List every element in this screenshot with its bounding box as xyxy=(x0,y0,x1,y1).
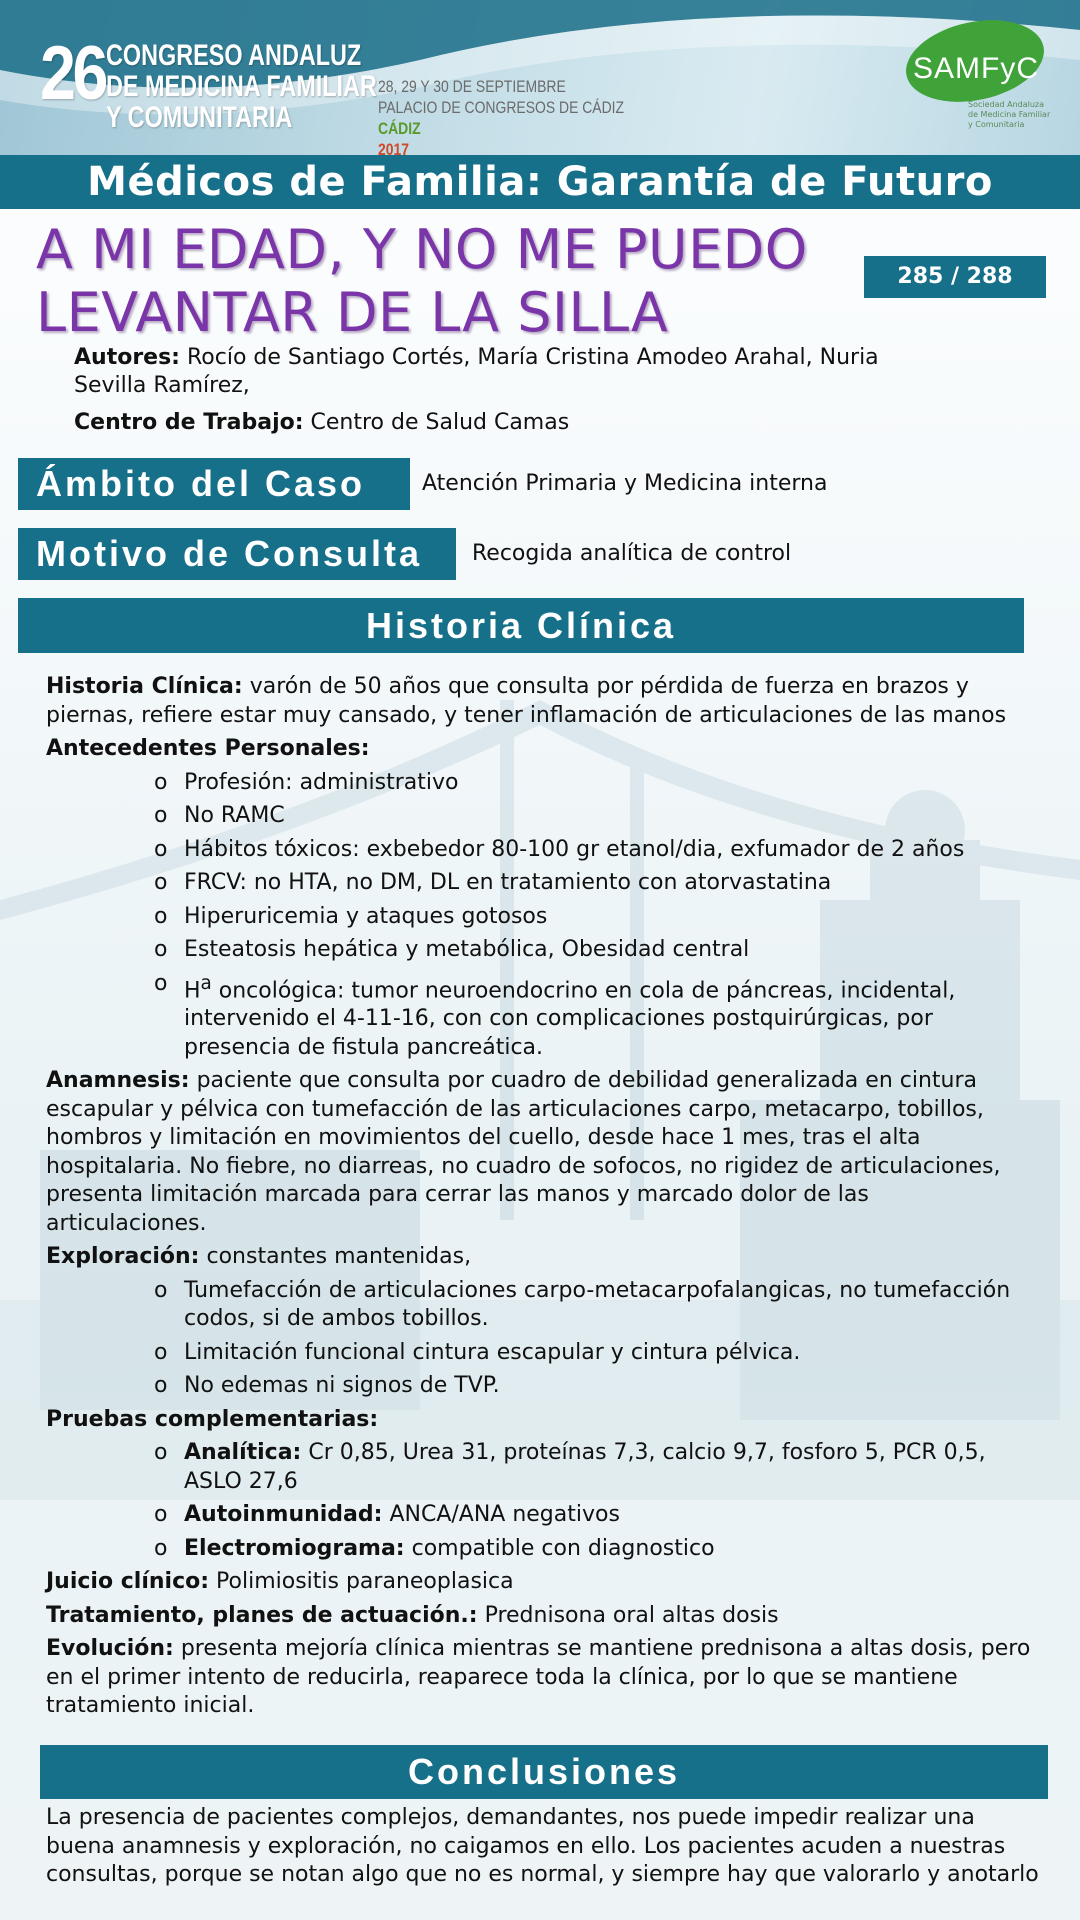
tratamiento-label: Tratamiento, planes de actuación.: xyxy=(46,1602,478,1628)
anamnesis-text: paciente que consulta por cuadro de debilidad generalizada en cintura escapular y pélvica con tumefacción de las articulaciones carpo, metacarpo, tobillos, hombros y limitación en movimientos del cuello, desde hace 1 mes, tras el alta hospitalaria. No fiebre, no diarreas, no cuadro de sofocos, no rigidez de articulaciones, presenta limitación marcada para cerrar las manos y marcado dolor de las articulaciones. xyxy=(46,1068,1001,1236)
evolucion-text: presenta mejoría clínica mientras se mantiene prednisona a altas dosis, pero en el primer intento de reducirla, reaparece toda la clínica, por lo que se mantiene tratamiento inicial. xyxy=(46,1636,1031,1719)
motto-banner: Médicos de Familia: Garantía de Futuro xyxy=(0,155,1080,209)
pruebas-label: Pruebas complementarias: xyxy=(46,1406,379,1432)
list-item xyxy=(154,936,1036,965)
congress-venue: PALACIO DE CONGRESOS DE CÁDIZ xyxy=(378,98,625,117)
city-name: CÁDIZ xyxy=(378,119,421,138)
samfyc-logo-subtitle xyxy=(968,100,1068,130)
ambito-label: Ámbito del Caso xyxy=(18,458,410,510)
bullet-icon: o xyxy=(154,970,168,996)
samfyc-logo-text: SAMFyC xyxy=(913,52,1039,85)
list-item-text: No edemas ni signos de TVP. xyxy=(184,1373,500,1399)
list-item xyxy=(154,802,1036,831)
pruebas-list xyxy=(154,1439,1036,1563)
congress-title xyxy=(106,40,377,133)
bullet-icon: o xyxy=(154,1339,168,1365)
list-item xyxy=(154,769,1036,798)
list-item-text: Esteatosis hepática y metabólica, Obesidad central xyxy=(184,937,750,962)
list-item xyxy=(154,1339,1036,1368)
case-title-line: LEVANTAR DE LA SILLA xyxy=(36,281,669,344)
list-item xyxy=(154,1277,1036,1334)
congress-year: 2017 xyxy=(378,140,410,155)
bullet-icon: o xyxy=(154,1277,168,1303)
workplace xyxy=(74,409,954,437)
case-title xyxy=(36,218,836,344)
congress-title-line: CONGRESO ANDALUZ xyxy=(106,39,362,72)
authors-label: Autores: xyxy=(74,345,180,370)
onco-prefix: H xyxy=(184,977,201,1003)
onco-text: oncológica: tumor neuroendocrino en cola de páncreas, incidental, intervenido el 4-11-16, con con complicaciones postquirúrgicas, por presencia de fistula pancreática. xyxy=(184,977,956,1060)
bullet-icon: o xyxy=(154,803,168,828)
list-item-text: No RAMC xyxy=(184,803,285,828)
tratamiento-text: Prednisona oral altas dosis xyxy=(484,1602,779,1628)
onco-sup: a xyxy=(200,972,212,994)
list-item-text: Tumefacción de articulaciones carpo-metacarpofalangicas, no tumefacción codos, si de ambos tobillos. xyxy=(184,1277,1011,1332)
authors xyxy=(74,344,954,400)
prueba-text: Cr 0,85, Urea 31, proteínas 7,3, calcio 9,7, fosforo 5, PCR 0,5, ASLO 27,6 xyxy=(184,1440,986,1494)
evolucion-label: Evolución: xyxy=(46,1636,174,1662)
list-item-text: Hábitos tóxicos: exbebedor 80-100 gr etanol/dia, exfumador de 2 años xyxy=(184,836,965,862)
prueba-text: compatible con diagnostico xyxy=(411,1535,715,1561)
list-item xyxy=(154,836,1036,865)
prueba-label: Analítica: xyxy=(184,1440,302,1466)
congress-title-line: Y COMUNITARIA xyxy=(106,101,293,134)
congress-dates: 28, 29 Y 30 DE SEPTIEMBRE xyxy=(378,77,566,96)
conclusiones-text: La presencia de pacientes complejos, demandantes, nos puede impedir realizar una buena anamnesis y exploración, no caigamos en ello. Los pacientes acuden a nuestras consultas, porque se notan algo que no es normal, y siempre hay que valorarlo y anotarlo xyxy=(46,1805,1039,1887)
historia-clinica-paragraph xyxy=(46,673,1036,730)
hc-text: varón de 50 años que consulta por pérdida de fuerza en brazos y piernas, refiere estar muy cansado, y tener inflamación de articulaciones de las manos xyxy=(46,674,1007,728)
anamnesis-label: Anamnesis: xyxy=(46,1068,190,1094)
list-item xyxy=(154,1535,1036,1564)
bullet-icon: o xyxy=(154,1535,168,1561)
congress-number: 26 xyxy=(40,31,106,116)
prueba-label: Electromiograma: xyxy=(184,1535,405,1561)
list-item-text: FRCV: no HTA, no DM, DL en tratamiento con atorvastatina xyxy=(184,870,832,895)
juicio-label: Juicio clínico: xyxy=(46,1569,210,1595)
exploracion-paragraph xyxy=(46,1243,1036,1272)
bullet-icon: o xyxy=(154,836,168,862)
exploracion-list xyxy=(154,1277,1036,1401)
antecedentes-label: Antecedentes Personales: xyxy=(46,736,370,761)
bullet-icon: o xyxy=(154,1440,168,1466)
page-badge: 285 / 288 xyxy=(864,256,1046,298)
conclusiones-heading: Conclusiones xyxy=(40,1745,1048,1799)
congress-city xyxy=(378,118,624,155)
samfyc-sub-line: y Comunitaria xyxy=(968,120,1025,129)
case-title-line: A MI EDAD, Y NO ME PUEDO xyxy=(36,218,808,281)
authors-value: Rocío de Santiago Cortés, María Cristina Amodeo Arahal, Nuria Sevilla Ramírez, xyxy=(74,345,879,398)
exploracion-text: constantes mantenidas, xyxy=(206,1244,472,1270)
tratamiento-paragraph xyxy=(46,1602,1036,1631)
workplace-value: Centro de Salud Camas xyxy=(310,410,570,435)
prueba-text: ANCA/ANA negativos xyxy=(389,1502,620,1528)
workplace-label: Centro de Trabajo: xyxy=(74,410,304,435)
list-item-text: Hiperuricemia y ataques gotosos xyxy=(184,903,548,929)
hc-label: Historia Clínica: xyxy=(46,674,243,699)
congress-header xyxy=(0,0,1080,155)
list-item xyxy=(154,1372,1036,1401)
antecedentes-list xyxy=(154,769,1036,1063)
list-item xyxy=(154,1501,1036,1530)
bullet-icon: o xyxy=(154,870,168,895)
bullet-icon: o xyxy=(154,1502,168,1528)
evolucion-paragraph xyxy=(46,1635,1036,1721)
congress-title-line: DE MEDICINA FAMILIAR xyxy=(106,70,377,103)
list-item xyxy=(154,869,1036,898)
list-item xyxy=(154,903,1036,932)
list-item xyxy=(154,1439,1036,1496)
congress-info xyxy=(378,76,624,155)
list-item-text: Profesión: administrativo xyxy=(184,769,459,795)
bullet-icon: o xyxy=(154,769,168,795)
bullet-icon: o xyxy=(154,903,168,929)
bullet-icon: o xyxy=(154,937,168,962)
anamnesis-paragraph xyxy=(46,1067,1036,1238)
juicio-paragraph xyxy=(46,1568,1036,1597)
bullet-icon: o xyxy=(154,1373,168,1399)
historia-content xyxy=(46,673,1036,1726)
exploracion-label: Exploración: xyxy=(46,1244,200,1270)
juicio-text: Polimiositis paraneoplasica xyxy=(216,1569,514,1595)
historia-heading: Historia Clínica xyxy=(18,598,1024,653)
ambito-value: Atención Primaria y Medicina interna xyxy=(422,471,828,496)
list-item xyxy=(154,970,1036,1063)
list-item-text: Limitación funcional cintura escapular y cintura pélvica. xyxy=(184,1339,801,1365)
samfyc-sub-line: de Medicina Familiar xyxy=(968,110,1051,119)
prueba-label: Autoinmunidad: xyxy=(184,1502,383,1528)
motivo-label: Motivo de Consulta xyxy=(18,528,456,580)
samfyc-sub-line: Sociedad Andaluza xyxy=(968,100,1045,109)
motivo-value: Recogida analítica de control xyxy=(472,541,792,566)
